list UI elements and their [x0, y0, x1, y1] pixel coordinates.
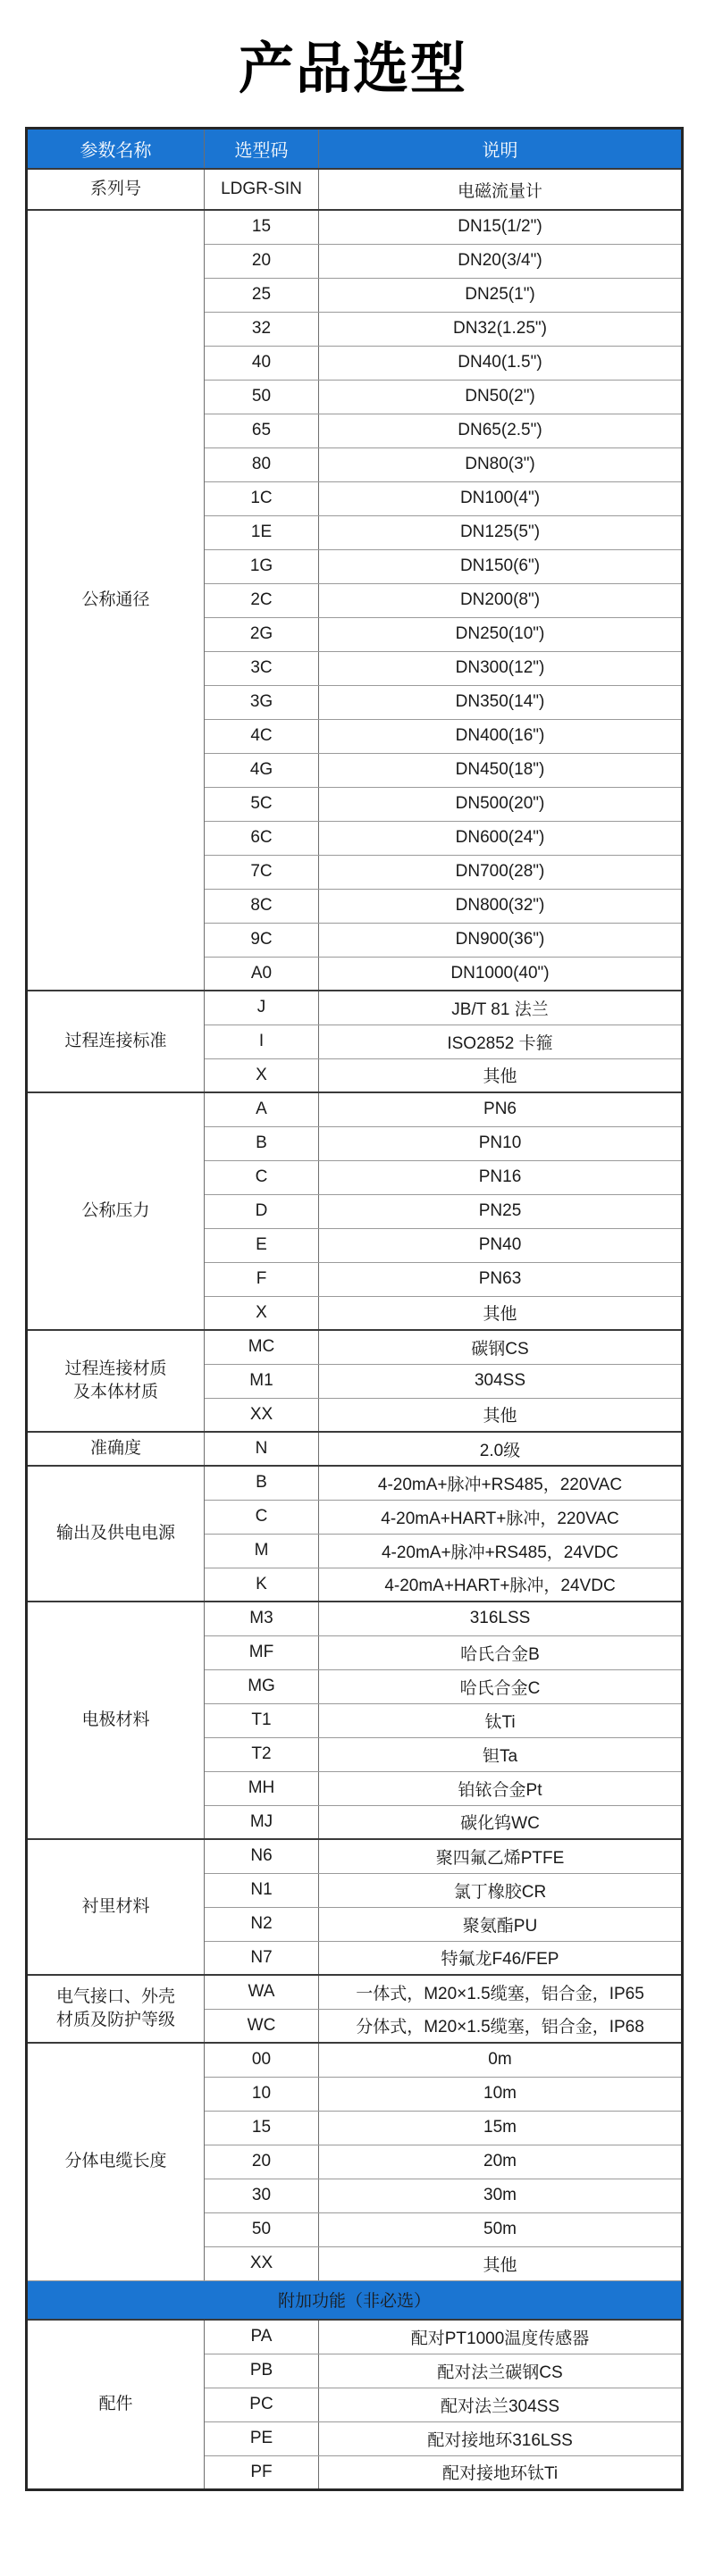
- table-header: [27, 129, 683, 170]
- desc-cell: 15m: [319, 2111, 683, 2145]
- desc-cell: 4-20mA+HART+脉冲，220VAC: [319, 1500, 683, 1534]
- code-cell: 6C: [205, 821, 319, 855]
- code-cell: A0: [205, 957, 319, 991]
- desc-cell: PN25: [319, 1194, 683, 1228]
- desc-cell: PN6: [319, 1092, 683, 1126]
- code-cell: 9C: [205, 923, 319, 957]
- param-name-line: 电极材料: [81, 1710, 150, 1730]
- desc-cell: 特氟龙F46/FEP: [319, 1941, 683, 1975]
- desc-cell: DN1000(40"): [319, 957, 683, 991]
- code-cell: 80: [205, 447, 319, 481]
- code-cell: B: [205, 1126, 319, 1160]
- code-cell: LDGR-SIN: [205, 169, 319, 210]
- desc-cell: 0m: [319, 2043, 683, 2077]
- desc-cell: PN10: [319, 1126, 683, 1160]
- table-row: [27, 210, 683, 244]
- code-cell: N6: [205, 1839, 319, 1873]
- desc-cell: 其他: [319, 2246, 683, 2280]
- col-header-param: 参数名称: [27, 129, 205, 170]
- desc-cell: 10m: [319, 2077, 683, 2111]
- code-cell: 65: [205, 414, 319, 447]
- code-cell: N1: [205, 1873, 319, 1907]
- param-name-cell: [27, 210, 205, 991]
- table-row: [27, 1432, 683, 1466]
- desc-cell: DN15(1/2"): [319, 210, 683, 244]
- table-row: [27, 1975, 683, 2009]
- desc-cell: PN16: [319, 1160, 683, 1194]
- code-cell: XX: [205, 2246, 319, 2280]
- code-cell: 15: [205, 2111, 319, 2145]
- code-cell: 40: [205, 346, 319, 380]
- desc-cell: DN400(16"): [319, 719, 683, 753]
- code-cell: 1E: [205, 515, 319, 549]
- desc-cell: DN150(6"): [319, 549, 683, 583]
- code-cell: MC: [205, 1330, 319, 1364]
- desc-cell: 30m: [319, 2179, 683, 2212]
- desc-cell: 铂铱合金Pt: [319, 1771, 683, 1805]
- desc-cell: DN50(2"): [319, 380, 683, 414]
- desc-cell: 20m: [319, 2145, 683, 2179]
- desc-cell: 4-20mA+HART+脉冲，24VDC: [319, 1568, 683, 1602]
- desc-cell: 配对接地环316LSS: [319, 2421, 683, 2455]
- desc-cell: 电磁流量计: [319, 169, 683, 210]
- desc-cell: 其他: [319, 1058, 683, 1092]
- code-cell: X: [205, 1296, 319, 1330]
- param-name-line: 材质及防护等级: [55, 2011, 175, 2029]
- code-cell: 3G: [205, 685, 319, 719]
- code-cell: 20: [205, 244, 319, 278]
- param-name-line: 系列号: [89, 180, 141, 199]
- desc-cell: 聚氨酯PU: [319, 1907, 683, 1941]
- code-cell: 1C: [205, 481, 319, 515]
- desc-cell: 分体式，M20×1.5缆塞，铝合金，IP68: [319, 2009, 683, 2043]
- desc-cell: DN350(14"): [319, 685, 683, 719]
- desc-cell: DN20(3/4"): [319, 244, 683, 278]
- param-name-line: 公称通径: [81, 590, 150, 610]
- code-cell: C: [205, 1500, 319, 1534]
- desc-cell: 50m: [319, 2212, 683, 2246]
- code-cell: 20: [205, 2145, 319, 2179]
- code-cell: J: [205, 991, 319, 1025]
- code-cell: C: [205, 1160, 319, 1194]
- code-cell: MF: [205, 1635, 319, 1669]
- desc-cell: 配对接地环钛Ti: [319, 2455, 683, 2489]
- col-header-code: 选型码: [205, 129, 319, 170]
- table-body: [27, 169, 683, 2489]
- code-cell: 1G: [205, 549, 319, 583]
- param-name-line: 输出及供电电源: [55, 1524, 175, 1543]
- code-cell: XX: [205, 1398, 319, 1432]
- table-row: [27, 991, 683, 1025]
- code-cell: E: [205, 1228, 319, 1262]
- code-cell: PE: [205, 2421, 319, 2455]
- desc-cell: DN200(8"): [319, 583, 683, 617]
- param-name-line: 及本体材质: [72, 1383, 158, 1401]
- code-cell: 30: [205, 2179, 319, 2212]
- code-cell: 5C: [205, 787, 319, 821]
- desc-cell: 钽Ta: [319, 1737, 683, 1771]
- code-cell: 8C: [205, 889, 319, 923]
- code-cell: M3: [205, 1602, 319, 1635]
- desc-cell: DN900(36"): [319, 923, 683, 957]
- code-cell: 10: [205, 2077, 319, 2111]
- code-cell: X: [205, 1058, 319, 1092]
- param-name-cell: [27, 1330, 205, 1432]
- code-cell: N2: [205, 1907, 319, 1941]
- table-row: [27, 2043, 683, 2077]
- desc-cell: 配对PT1000温度传感器: [319, 2320, 683, 2354]
- desc-cell: DN25(1"): [319, 278, 683, 312]
- code-cell: M1: [205, 1364, 319, 1398]
- desc-cell: DN600(24"): [319, 821, 683, 855]
- desc-cell: DN125(5"): [319, 515, 683, 549]
- desc-cell: DN80(3"): [319, 447, 683, 481]
- desc-cell: DN40(1.5"): [319, 346, 683, 380]
- desc-cell: 配对法兰304SS: [319, 2388, 683, 2421]
- code-cell: WC: [205, 2009, 319, 2043]
- desc-cell: 304SS: [319, 1364, 683, 1398]
- code-cell: PF: [205, 2455, 319, 2489]
- param-name-cell: [27, 2320, 205, 2489]
- code-cell: N: [205, 1432, 319, 1466]
- desc-cell: 配对法兰碳钢CS: [319, 2354, 683, 2388]
- param-name-line: 过程连接材质: [64, 1359, 167, 1379]
- param-name-cell: [27, 1602, 205, 1839]
- code-cell: T2: [205, 1737, 319, 1771]
- desc-cell: 氯丁橡胶CR: [319, 1873, 683, 1907]
- code-cell: PB: [205, 2354, 319, 2388]
- param-name-line: 过程连接标准: [64, 1032, 167, 1051]
- desc-cell: DN300(12"): [319, 651, 683, 685]
- code-cell: PC: [205, 2388, 319, 2421]
- desc-cell: 碳化钨WC: [319, 1805, 683, 1839]
- desc-cell: 其他: [319, 1398, 683, 1432]
- table-row: [27, 1092, 683, 1126]
- table-row: [27, 1466, 683, 1500]
- desc-cell: DN700(28"): [319, 855, 683, 889]
- code-cell: 00: [205, 2043, 319, 2077]
- param-name-cell: [27, 169, 205, 210]
- code-cell: K: [205, 1568, 319, 1602]
- param-name-cell: [27, 991, 205, 1092]
- code-cell: 50: [205, 2212, 319, 2246]
- desc-cell: DN65(2.5"): [319, 414, 683, 447]
- product-selection-table: [25, 127, 684, 2491]
- param-name-line: 分体电缆长度: [64, 2152, 167, 2171]
- desc-cell: ISO2852 卡箍: [319, 1025, 683, 1058]
- param-name-cell: [27, 1975, 205, 2043]
- code-cell: MG: [205, 1669, 319, 1703]
- desc-cell: DN500(20"): [319, 787, 683, 821]
- col-header-desc: 说明: [319, 129, 683, 170]
- optional-features-banner-row: [27, 2280, 683, 2320]
- desc-cell: 4-20mA+脉冲+RS485，220VAC: [319, 1466, 683, 1500]
- param-name-line: 配件: [98, 2394, 133, 2413]
- code-cell: 32: [205, 312, 319, 346]
- desc-cell: DN100(4"): [319, 481, 683, 515]
- code-cell: B: [205, 1466, 319, 1500]
- desc-cell: 哈氏合金C: [319, 1669, 683, 1703]
- table-row: [27, 169, 683, 210]
- code-cell: 7C: [205, 855, 319, 889]
- desc-cell: 哈氏合金B: [319, 1635, 683, 1669]
- code-cell: 2G: [205, 617, 319, 651]
- code-cell: T1: [205, 1703, 319, 1737]
- param-name-cell: [27, 1466, 205, 1602]
- param-name-cell: [27, 1432, 205, 1466]
- param-name-line: 电气接口、外壳: [55, 1987, 175, 2007]
- desc-cell: 一体式，M20×1.5缆塞，铝合金，IP65: [319, 1975, 683, 2009]
- desc-cell: DN250(10"): [319, 617, 683, 651]
- table-row: [27, 1602, 683, 1635]
- param-name-cell: [27, 1839, 205, 1975]
- desc-cell: 聚四氟乙烯PTFE: [319, 1839, 683, 1873]
- desc-cell: DN800(32"): [319, 889, 683, 923]
- param-name-line: 衬里材料: [81, 1897, 150, 1917]
- code-cell: N7: [205, 1941, 319, 1975]
- param-name-line: 准确度: [89, 1439, 141, 1459]
- desc-cell: PN40: [319, 1228, 683, 1262]
- page-title: 产品选型: [238, 38, 467, 100]
- code-cell: I: [205, 1025, 319, 1058]
- code-cell: F: [205, 1262, 319, 1296]
- code-cell: 4C: [205, 719, 319, 753]
- desc-cell: 其他: [319, 1296, 683, 1330]
- code-cell: 15: [205, 210, 319, 244]
- table-row: [27, 2320, 683, 2354]
- param-name-cell: [27, 1092, 205, 1330]
- table-header-row: [27, 129, 683, 170]
- code-cell: M: [205, 1534, 319, 1568]
- code-cell: D: [205, 1194, 319, 1228]
- desc-cell: PN63: [319, 1262, 683, 1296]
- desc-cell: 碳钢CS: [319, 1330, 683, 1364]
- code-cell: MH: [205, 1771, 319, 1805]
- optional-features-banner: 附加功能（非必选）: [27, 2280, 683, 2320]
- code-cell: 4G: [205, 753, 319, 787]
- table-row: [27, 1330, 683, 1364]
- code-cell: 3C: [205, 651, 319, 685]
- desc-cell: DN32(1.25"): [319, 312, 683, 346]
- desc-cell: 2.0级: [319, 1432, 683, 1466]
- code-cell: MJ: [205, 1805, 319, 1839]
- desc-cell: 钛Ti: [319, 1703, 683, 1737]
- code-cell: 50: [205, 380, 319, 414]
- code-cell: 25: [205, 278, 319, 312]
- desc-cell: 4-20mA+脉冲+RS485，24VDC: [319, 1534, 683, 1568]
- desc-cell: DN450(18"): [319, 753, 683, 787]
- code-cell: PA: [205, 2320, 319, 2354]
- table-row: [27, 1839, 683, 1873]
- param-name-cell: [27, 2043, 205, 2280]
- desc-cell: JB/T 81 法兰: [319, 991, 683, 1025]
- param-name-line: 公称压力: [81, 1201, 150, 1221]
- desc-cell: 316LSS: [319, 1602, 683, 1635]
- code-cell: 2C: [205, 583, 319, 617]
- code-cell: WA: [205, 1975, 319, 2009]
- code-cell: A: [205, 1092, 319, 1126]
